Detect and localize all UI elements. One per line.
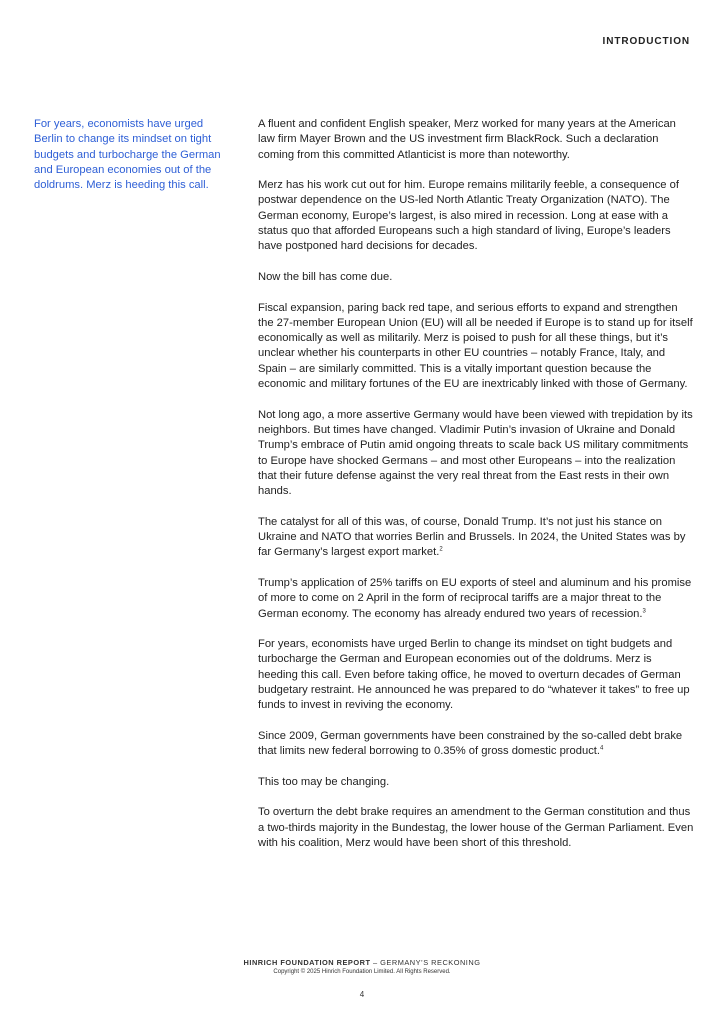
paragraph <box>258 805 694 851</box>
body-text <box>258 117 694 867</box>
report-subtitle: – GERMANY’S RECKONING <box>370 958 481 967</box>
footnote-marker: 4 <box>600 745 604 752</box>
page-number: 4 <box>359 990 365 999</box>
report-name: HINRICH FOUNDATION REPORT <box>243 958 371 967</box>
paragraph-text: Now the bill has come due. <box>258 270 393 283</box>
pull-quote: For years, economists have urged Berlin to change its mindset on tight budgets and turbocharge the German and European economies out of the doldrums. Merz is heeding this call. <box>34 118 221 192</box>
paragraph <box>258 270 694 285</box>
paragraph <box>258 576 694 622</box>
paragraph-text: Not long ago, a more assertive Germany would have been viewed with trepidation by its neighbors. But times have changed. Vladimir Putin’s invasion of Ukraine and Donald Trump’s embrace of Putin amid ongoing threats to scale back US military commitments to Europe have shocked Germans – and most other Europeans – into the realization that their future defense against the very real threat from the East rests in their own hands. <box>258 408 693 498</box>
paragraph <box>258 515 694 561</box>
footnote-marker: 3 <box>642 607 646 614</box>
footer-title <box>0 958 724 967</box>
paragraph-text: To overturn the debt brake requires an amendment to the German constitution and thus a two-thirds majority in the Bundestag, the lower house of the German Parliament. Even with his coalition, Merz would have been short of this threshold. <box>258 806 694 849</box>
paragraph-text: A fluent and confident English speaker, Merz worked for many years at the American law firm Mayer Brown and the US investment firm BlackRock. Such a declaration coming from this committed Atlanticist is more than noteworthy. <box>258 118 676 161</box>
paragraph <box>258 178 694 254</box>
paragraph <box>258 117 694 163</box>
paragraph-text: The catalyst for all of this was, of course, Donald Trump. It’s not just his stance on Ukraine and NATO that worries Berlin and Brussels. In 2024, the United States was by far Germany’s largest export market. <box>258 515 686 559</box>
footnote-marker: 2 <box>439 546 443 553</box>
paragraph <box>258 729 694 760</box>
paragraph-text: Fiscal expansion, paring back red tape, and serious efforts to expand and strengthen the 27-member European Union (EU) will all be needed if Europe is to stand up for itself economically as well as militarily. Merz is poised to push for all these things, but it’s unclear whether his counterparts in other EU countries – notably France, Italy, and Spain – are similarly committed. This is a vitally important question because the economic and military fortunes of the EU are inextricably linked with those of Germany. <box>258 301 693 391</box>
paragraph <box>258 301 694 393</box>
paragraph-text: Trump’s application of 25% tariffs on EU exports of steel and aluminum and his promise of more to come on 2 April in the form of reciprocal tariffs are a major threat to the German economy. The economy has already endured two years of recession. <box>258 576 692 620</box>
paragraph-text: Since 2009, German governments have been constrained by the so-called debt brake that limits new federal borrowing to 0.35% of gross domestic product. <box>258 729 683 758</box>
paragraph <box>258 775 694 790</box>
paragraph <box>258 408 694 500</box>
paragraph-text: This too may be changing. <box>258 775 390 788</box>
paragraph-text: For years, economists have urged Berlin to change its mindset on tight budgets and turbocharge the German and European economies out of the doldrums. Merz is heeding this call. Even before taking office, he moved to overturn decades of German budgetary restraint. He announced he was prepared to do “whatever it takes” to free up funds to invest in reviving the economy. <box>258 638 690 712</box>
copyright: Copyright © 2025 Hinrich Foundation Limited. All Rights Reserved. <box>273 969 451 975</box>
paragraph-text: Merz has his work cut out for him. Europe remains militarily feeble, a consequence of postwar dependence on the US-led North Atlantic Treaty Organization (NATO). The German economy, Europe’s largest, is also mired in recession. Long at ease with a status quo that afforded Europeans such a high standard of living, Europe’s leaders have postponed hard decisions for decades. <box>258 179 679 253</box>
footer <box>0 958 724 975</box>
section-label: INTRODUCTION <box>602 36 690 47</box>
paragraph <box>258 637 694 713</box>
